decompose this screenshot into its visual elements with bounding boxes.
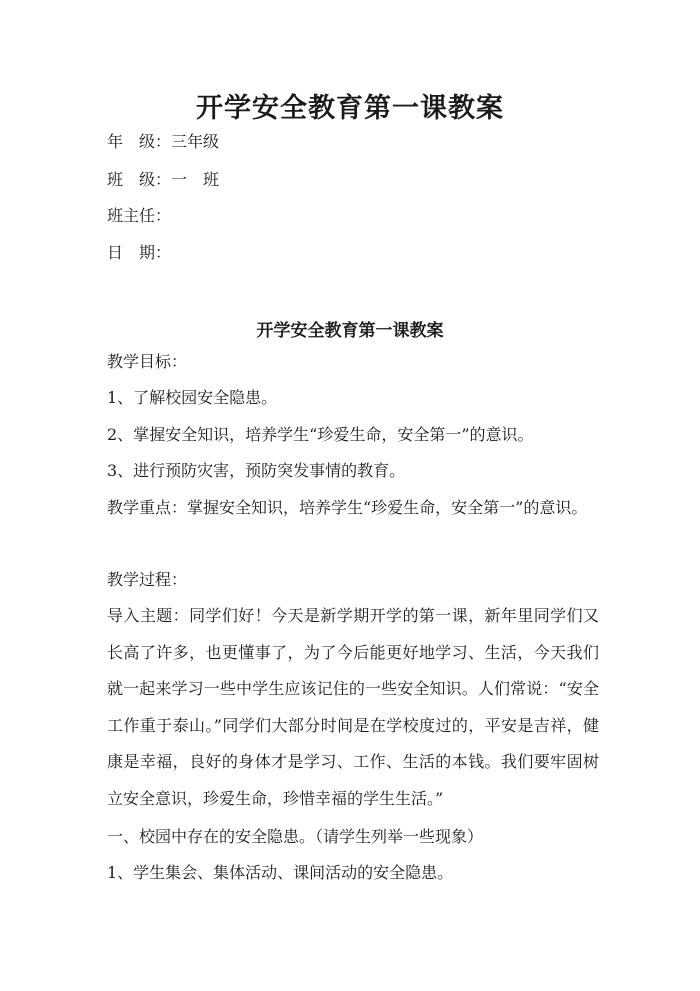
- goal-item-2: 2、掌握安全知识，培养学生“珍爱生命，安全第一”的意识。: [107, 425, 534, 444]
- lesson-subtitle: 开学安全教育第一课教案: [256, 321, 444, 341]
- process-heading: 教学过程：: [107, 570, 188, 589]
- class-label: 班 级：: [107, 170, 172, 189]
- intro-paragraph: 导入主题：同学们好！今天是新学期开学的第一课，新年里同学们又长高了许多，也更懂事了，为了今后能更好地学习、生活，今天我们就一起来学习一些中学生应该记住的一些安全知识。人们常说：“安全工作重于泰山。”同学们大部分时间是在学校度过的，平安是吉祥，健康是幸福，良好的身体才是学习、工作、生活的本钱。我们要牢固树立安全意识，珍爱生命，珍惜幸福的学生生活。”: [107, 606, 599, 808]
- goal-item-1: 1、了解校园安全隐患。: [107, 388, 278, 407]
- class-line: [107, 170, 219, 190]
- grade-value: 三年级: [171, 132, 220, 151]
- teacher-line: [107, 206, 171, 226]
- teaching-focus: 教学重点：掌握安全知识，培养学生“珍爱生命，安全第一”的意识。: [107, 498, 588, 517]
- date-line: [107, 243, 171, 263]
- date-label: 日 期：: [107, 243, 172, 262]
- document-title: 开学安全教育第一课教案: [196, 93, 504, 124]
- goals-heading: 教学目标：: [107, 352, 188, 371]
- section-heading-1: 一、校园中存在的安全隐患。（请学生列举一些现象）: [107, 827, 484, 846]
- goal-item-3: 3、进行预防灾害，预防突发事情的教育。: [107, 461, 406, 480]
- teacher-label: 班主任：: [107, 206, 172, 225]
- grade-label: 年 级：: [107, 132, 172, 151]
- section-item-1: 1、学生集会、集体活动、课间活动的安全隐患。: [107, 863, 454, 882]
- class-value: 一 班: [171, 170, 220, 189]
- grade-line: [107, 132, 219, 152]
